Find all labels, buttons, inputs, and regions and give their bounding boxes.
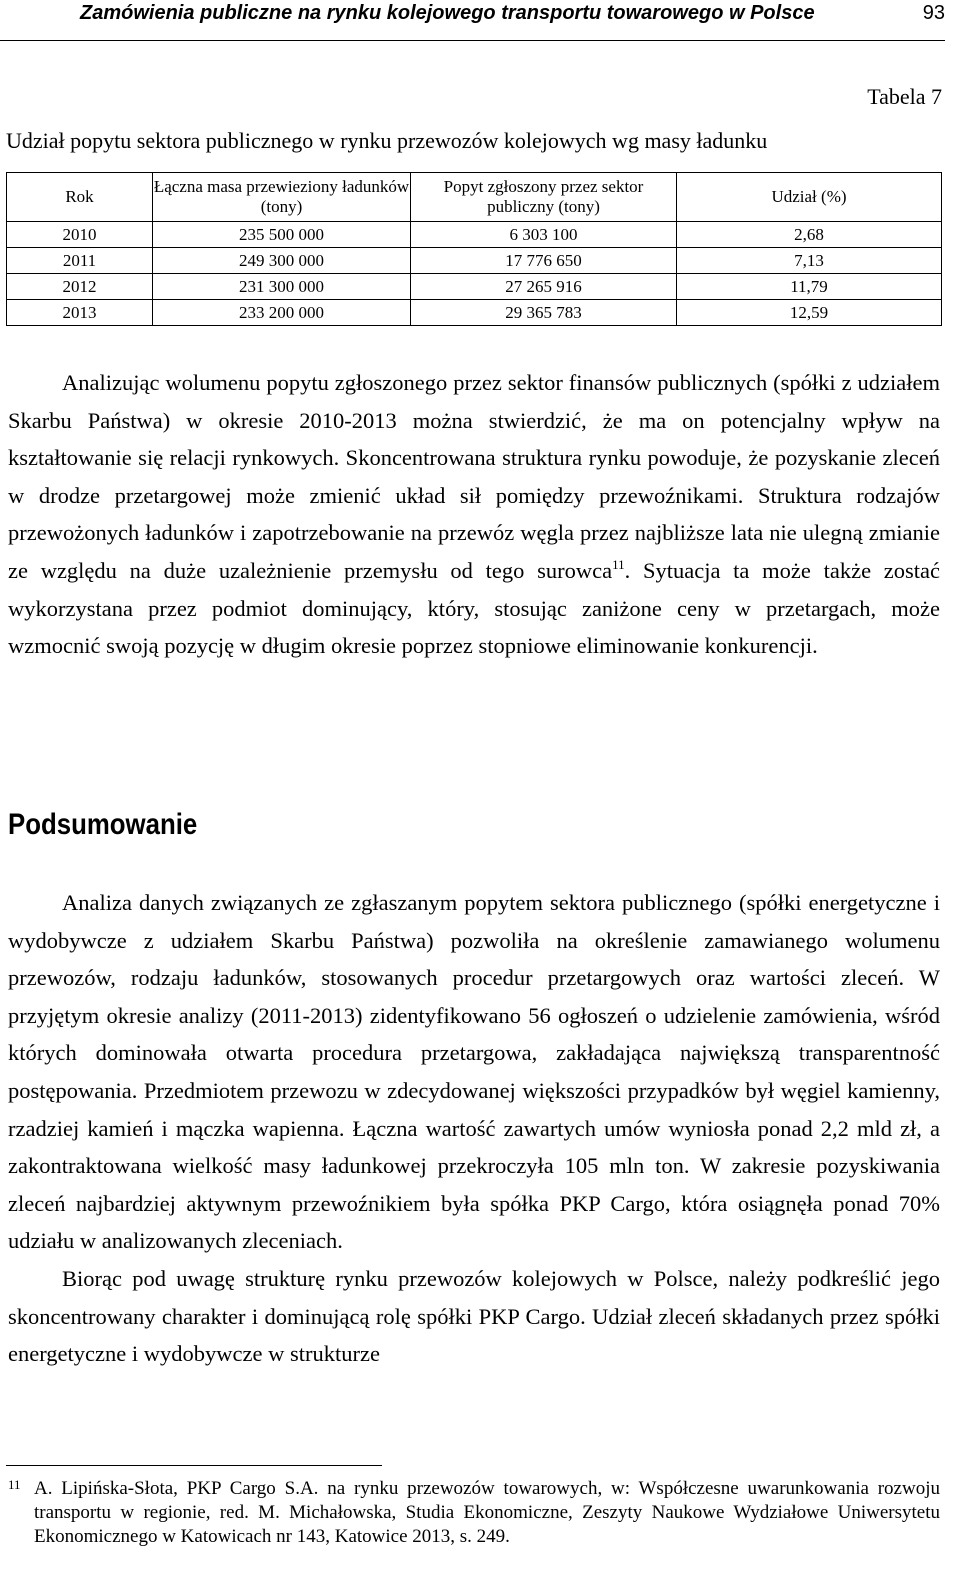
table-caption: Udział popytu sektora publicznego w rynku przewozów kolejowych wg masy ładunku xyxy=(6,128,768,153)
section-heading: Podsumowanie xyxy=(8,808,198,841)
column-header: Łączna masa przewieziony ładunków (tony) xyxy=(153,173,411,222)
table-cell: 12,59 xyxy=(677,300,942,326)
footnote xyxy=(8,1477,940,1549)
table-cell: 29 365 783 xyxy=(411,300,677,326)
body-text-summary xyxy=(8,884,940,1373)
table-label: Tabela 7 xyxy=(867,84,942,109)
column-header: Rok xyxy=(7,173,153,222)
paragraph-text: Analizując wolumenu popytu zgłoszonego przez sektor finansów publicznych (spółki z udziałem Skarbu Państwa) w okresie 2010-2013 można stwierdzić, że ma on potencjalny wpływ na kształtowanie się relacji rynkowych. Skoncentrowana struktura rynku powoduje, że pozyskanie zleceń w drodze przetargowej może zmienić układ sił pomiędzy przewoźnikami. Struktura rodzajów przewożonych ładunków i zapotrzebowanie na przewóz węgla przez najbliższe lata nie ulegną zmianie ze względu na duże uzależnienie przemysłu od tego surowca xyxy=(8,370,940,583)
table-cell: 235 500 000 xyxy=(153,222,411,248)
table-cell: 17 776 650 xyxy=(411,248,677,274)
table-row xyxy=(7,300,942,326)
paragraph-text: . Sytuacja ta może także zostać wykorzystana przez podmiot dominujący, który, stosując zaniżone ceny w przetargach, może wzmocnić swoją pozycję w długim okresie poprzez stopniowe eliminowanie konkurencji. xyxy=(8,557,941,659)
table-row xyxy=(7,274,942,300)
data-table xyxy=(6,172,942,326)
table-cell: 2,68 xyxy=(677,222,942,248)
table-cell: 233 200 000 xyxy=(153,300,411,326)
table-cell: 2010 xyxy=(7,222,153,248)
table-cell: 2011 xyxy=(7,248,153,274)
table-header-row xyxy=(7,173,942,222)
table-cell: 11,79 xyxy=(677,274,942,300)
page-number: 93 xyxy=(922,2,945,24)
footnote-text: A. Lipińska-Słota, PKP Cargo S.A. na rynku przewozów towarowych, w: Współczesne uwarunkowania rozwoju transportu w regionie, red. M. Michałowska, Studia Ekonomiczne, Zeszyty Naukowe Wydziałowe Uniwersytetu Ekonomicznego w Katowicach nr 143, Katowice 2013, s. 249. xyxy=(34,1478,940,1547)
table-cell: 2012 xyxy=(7,274,153,300)
table-cell: 6 303 100 xyxy=(411,222,677,248)
footnote-reference[interactable]: 11 xyxy=(612,556,625,572)
footnote-rule xyxy=(6,1465,382,1466)
running-title: Zamówienia publiczne na rynku kolejowego transportu towarowego w Polsce xyxy=(80,2,815,24)
table-cell: 2013 xyxy=(7,300,153,326)
column-header: Udział (%) xyxy=(677,173,942,222)
table-row xyxy=(7,222,942,248)
table-cell: 249 300 000 xyxy=(153,248,411,274)
body-text-analysis xyxy=(8,364,940,665)
footnote-marker: 11 xyxy=(8,1477,21,1492)
table-cell: 27 265 916 xyxy=(411,274,677,300)
table-row xyxy=(7,248,942,274)
table-cell: 231 300 000 xyxy=(153,274,411,300)
paragraph: Biorąc pod uwagę strukturę rynku przewozów kolejowych w Polsce, należy podkreślić jego skoncentrowany charakter i dominującą rolę spółki PKP Cargo. Udział zleceń składanych przez spółki energetyczne i wydobywcze w strukturze xyxy=(8,1265,940,1367)
header-rule xyxy=(0,40,945,41)
column-header: Popyt zgłoszony przez sektor publiczny (tony) xyxy=(411,173,677,222)
table-cell: 7,13 xyxy=(677,248,942,274)
paragraph xyxy=(8,364,940,665)
paragraph: Analiza danych związanych ze zgłaszanym popytem sektora publicznego (spółki energetyczne i wydobywcze z udziałem Skarbu Państwa) pozwoliła na określenie zamawianego wolumenu przewozów, rodzaju ładunków, stosowanych procedur przetargowych oraz wartości zleceń. W przyjętym okresie analizy (2011-2013) zidentyfikowano 56 ogłoszeń o udzielenie zamówienia, wśród których dominowała otwarta procedura przetargowa, zakładająca największą transparentność postępowania. Przedmiotem przewozu w zdecydowanej większości przypadków był węgiel kamienny, rzadziej kamień i mączka wapienna. Łączna wartość zawartych umów wyniosła ponad 2,2 mld zł, a zakontraktowana wielkość masy ładunkowej przekroczyła 105 mln ton. W zakresie pozyskiwania zleceń najbardziej aktywnym przewoźnikiem była spółka PKP Cargo, która osiągnęła ponad 70% udziału w analizowanych zleceniach. xyxy=(8,890,940,1254)
running-header xyxy=(80,2,945,32)
